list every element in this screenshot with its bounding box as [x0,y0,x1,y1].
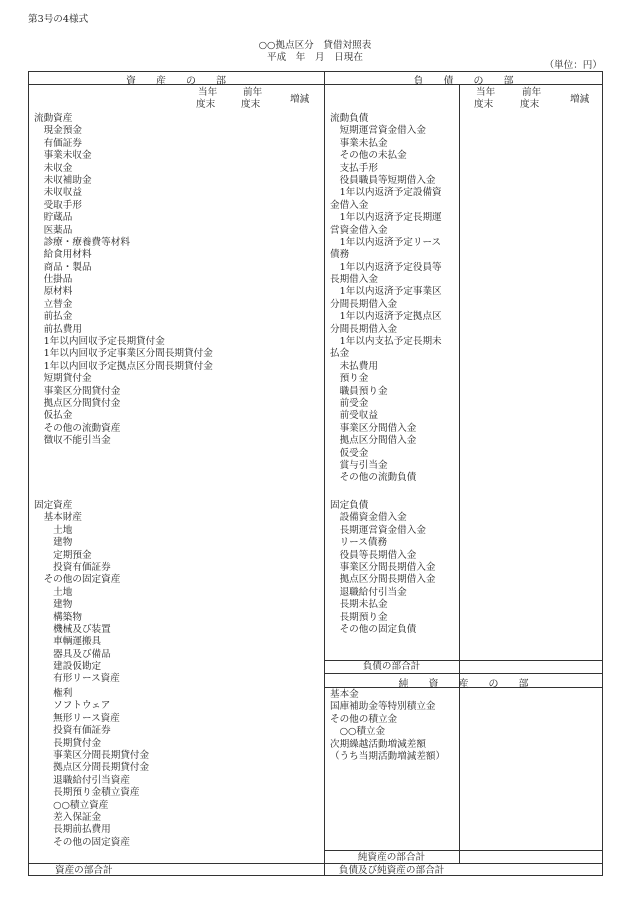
asset-line-item: 診療・療養費等材料 [34,236,130,248]
liability-line-item: 前受金 [330,397,369,409]
asset-line-item: 長期預り金積立資産 [34,787,140,799]
asset-line-item: 事業未収金 [34,150,92,162]
liability-col-prior-year-end: 度末 [520,99,540,110]
asset-line-item: 差入保証金 [34,811,102,823]
liability-line-item: 拠点区分間長期借入金 [330,574,436,586]
asset-line-item: 現金預金 [34,125,82,137]
liability-line-item: 拠点区分間借入金 [330,435,417,447]
asset-line-item: 未収金 [34,162,73,174]
asset-line-item: 土地 [34,524,73,536]
asset-line-item: 仕掛品 [34,274,73,286]
liability-line-item: 支払手形 [330,162,378,174]
asset-line-item: 事業区分間長期貸付金 [34,749,150,761]
liability-line-item: 1年以内返済予定事業区 [330,286,442,298]
asset-line-item: 流動資産 [34,113,73,124]
net-asset-line-item: （うち当期活動増減差額） [330,750,446,762]
asset-line-item: 建物 [34,599,73,611]
asset-line-item: 医薬品 [34,224,73,236]
asset-line-item: 拠点区分間貸付金 [34,397,121,409]
asset-line-item: 固定資産 [34,500,73,511]
liability-line-item: 1年以内返済予定リース [330,236,442,248]
liability-line-item: 役員職員等短期借入金 [330,174,436,186]
asset-col-change: 増減 [290,94,310,105]
liability-line-item: 仮受金 [330,447,369,459]
asset-line-item: 建物 [34,537,73,549]
liability-col-current-year-end: 度末 [474,99,494,110]
asset-line-item: 1年以内回収予定事業区分間長期貸付金 [34,348,213,360]
net-assets-total-rule-top [324,850,603,851]
unit-label: （単位：円） [544,60,602,71]
net-asset-line-item: ○○積立金 [330,726,386,738]
liability-line-item: 賞与引当金 [330,459,388,471]
net-asset-line-item: その他の積立金 [330,713,398,725]
asset-line-item: 建設仮勘定 [34,661,102,673]
asset-line-item: 貯蔵品 [34,212,73,224]
date-line: 平成 年 月 日現在 [267,52,363,63]
asset-line-item: 退職給付引当資産 [34,774,130,786]
asset-line-item: 権利 [34,688,73,699]
asset-col-current-year: 当年 [198,87,218,98]
center-divider [324,71,325,876]
liability-line-item: 長期未払金 [330,599,388,611]
asset-line-item: 1年以内回収予定拠点区分間長期貸付金 [34,360,213,372]
asset-line-item: 投資有価証券 [34,561,111,573]
asset-line-item: その他の固定資産 [34,836,130,848]
net-asset-line-item: 基本金 [330,689,359,700]
liability-line-item: 事業未払金 [330,137,388,149]
asset-col-prior-year: 前年 [243,87,263,98]
asset-line-item: 長期前払費用 [34,824,111,836]
net-assets-list [330,689,445,763]
liability-line-item: 分間長期借入金 [330,323,398,335]
form-number: 第3号の4様式 [28,14,89,25]
asset-col-prior-year-end: 度末 [241,99,261,110]
asset-line-item: 有価証券 [34,137,82,149]
liability-line-item: 1年以内返済予定長期運 [330,212,442,224]
asset-line-item: 拠点区分間長期貸付金 [34,762,150,774]
liability-line-item: 払金 [330,348,350,360]
document-title: ○○拠点区分 貸借対照表 [258,40,372,51]
liability-line-item: 事業区分間長期借入金 [330,561,436,573]
liability-line-item: 預り金 [330,373,369,385]
asset-line-item: 受取手形 [34,199,82,211]
asset-line-item: 定期預金 [34,549,92,561]
liability-line-item: 1年以内返済予定役員等 [330,261,442,273]
asset-line-item: 長期貸付金 [34,737,102,749]
asset-line-item: 有形リース資産 [34,673,120,685]
asset-line-item: 機械及び装置 [34,623,111,635]
liability-line-item: リース債務 [330,537,388,549]
asset-col-current-year-end: 度末 [196,99,216,110]
current-assets-list [34,113,213,448]
liability-line-item: 債務 [330,249,350,261]
liability-line-item: 設備資金借入金 [330,512,407,524]
fixed-liabilities-list [330,500,436,636]
assets-total-label: 資産の部合計 [55,865,113,876]
liability-line-item: 流動負債 [330,113,369,124]
asset-line-item: 前払費用 [34,323,82,335]
liability-col-current-year: 当年 [476,87,496,98]
asset-line-item: 土地 [34,586,73,598]
liability-line-item: 事業区分間借入金 [330,422,417,434]
asset-line-item: ソフトウェア [34,700,111,712]
current-liabilities-list [330,113,442,485]
liabilities-total-label: 負債の部合計 [362,661,421,672]
liability-line-item: 長期運営資金借入金 [330,524,426,536]
asset-line-item: 仮払金 [34,410,73,422]
asset-line-item: 徴収不能引当金 [34,435,111,447]
liability-col-prior-year: 前年 [522,87,542,98]
grand-total-label: 負債及び純資産の部合計 [338,865,445,876]
asset-line-item: その他の流動資産 [34,422,121,434]
liability-line-item: 役員等長期借入金 [330,549,417,561]
asset-line-item: 構築物 [34,611,82,623]
liability-line-item: 営資金借入金 [330,224,388,236]
fixed-assets-list [34,500,120,686]
liability-line-item: 長期借入金 [330,274,378,286]
asset-line-item: 車輌運搬具 [34,636,102,648]
liability-line-item: 退職給付引当金 [330,586,407,598]
liability-line-item: その他の流動負債 [330,472,417,484]
other-fixed-assets-list [34,688,149,849]
liability-line-item: その他の未払金 [330,150,407,162]
liability-line-item: 未払費用 [330,360,378,372]
asset-line-item: 商品・製品 [34,261,92,273]
asset-line-item: 未収収益 [34,187,82,199]
assets-section-header: 資 産 の 部 [126,76,226,87]
asset-line-item: 器具及び備品 [34,648,111,660]
asset-line-item: その他の固定資産 [34,574,121,586]
asset-line-item: 無形リース資産 [34,712,120,724]
totals-rule [28,863,603,864]
liability-line-item: 長期預り金 [330,611,388,623]
asset-line-item: 基本財産 [34,512,82,524]
asset-line-item: 1年以内回収予定長期貸付金 [34,336,165,348]
asset-line-item: 未収補助金 [34,174,92,186]
asset-line-item: 立替金 [34,298,73,310]
liability-line-item: 前受収益 [330,410,378,422]
net-assets-section-header: 純 資 産 の 部 [398,679,529,690]
liability-line-item: 1年以内返済予定拠点区 [330,311,442,323]
net-asset-line-item: 次期繰越活動増減差額 [330,738,426,750]
asset-line-item: 短期貸付金 [34,373,92,385]
liabilities-section-header: 負 債 の 部 [413,76,514,87]
liability-line-item: 職員預り金 [330,385,388,397]
liability-col-change: 増減 [570,94,590,105]
liability-line-item: 1年以内支払予定長期未 [330,336,442,348]
asset-line-item: 前払金 [34,311,73,323]
asset-line-item: 原材料 [34,286,73,298]
asset-line-item: 事業区分間貸付金 [34,385,121,397]
asset-line-item: 給食用材料 [34,249,92,261]
liability-line-item: 固定負債 [330,500,369,511]
liabilities-amount-divider [459,84,460,863]
liability-line-item: その他の固定負債 [330,623,417,635]
asset-line-item: ○○積立資産 [34,799,109,811]
net-assets-total-label: 純資産の部合計 [357,852,426,863]
net-asset-line-item: 国庫補助金等特別積立金 [330,701,436,713]
liability-line-item: 分間長期借入金 [330,298,398,310]
asset-line-item: 投資有価証券 [34,725,111,737]
liability-line-item: 短期運営資金借入金 [330,125,426,137]
liability-line-item: 金借入金 [330,199,369,211]
liability-line-item: 1年以内返済予定設備資 [330,187,442,199]
